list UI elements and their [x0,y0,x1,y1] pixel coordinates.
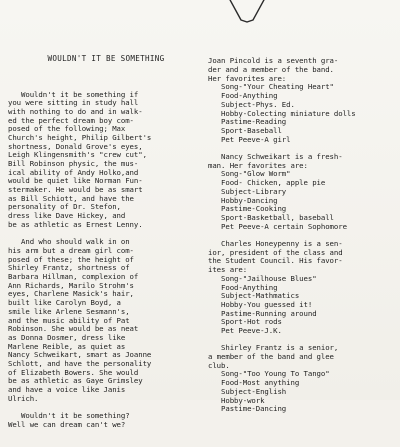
text-line: posed of these; the height of [8,254,134,264]
student-profiles [208,57,398,414]
text-line: Nancy Schweikart, smart as Joanne [8,350,152,360]
text-line: eyes, Charlene Masick's hair, [8,289,134,299]
text-line: Her favorites are: [208,73,287,83]
text-line: stermaker. He would be as smart [8,185,143,195]
text-line: club. [208,360,230,370]
text-line: Nancy Schweikart is a fresh- [208,152,343,162]
text-line: built like Carolyn Boyd, a [8,298,121,308]
text-line: be as athletic as Gaye Grimsley [8,376,143,386]
text-line: Pet Peeve-A girl [208,134,291,144]
text-line: Charles Honeypenny is a sen- [208,239,343,249]
text-line: Hobby-Dancing [208,195,278,205]
text-line: Wouldn't it be something if [8,89,139,99]
text-line: Marlene Reible, as quiet as [8,341,126,351]
paragraph [8,238,198,403]
text-line: Pastime-Dancing [208,404,287,414]
paragraph [8,91,198,230]
text-line: Food-Anything [208,91,278,101]
text-line: Schlott, and have the personality [8,358,152,368]
article-body [8,91,198,430]
text-line: Hobby-work [208,395,265,405]
text-line: Pastime-Reading [208,117,287,127]
text-line: Ann Richards, Marilo Strohm's [8,280,134,290]
text-line: Subject-Library [208,186,287,196]
text-line: Sport-Baseball [208,125,282,135]
text-line: and have a voice like Janis [8,385,126,394]
text-line: be as athletic as Ernest Lenny. [8,219,143,229]
text-line: you were sitting in study hall [8,98,139,108]
paragraph [208,153,398,231]
text-line: posed of the following; Max [8,124,126,134]
text-line: Pastime-Cooking [208,204,287,214]
text-line: Subject-English [208,386,287,396]
text-line: Song-"Glow Worm" [208,169,291,179]
left-column [8,38,198,447]
text-line: Barbara Hillman, complexion of [8,272,139,282]
text-line: Wouldn't it be something? [8,411,130,421]
text-line: a member of the band and glee [208,352,334,362]
hand-drawn-arrow-icon [226,0,268,24]
text-line: Church's height, Philip Gilbert's [8,132,152,142]
text-line: ed the perfect dream boy com- [8,115,134,125]
text-line: der and a member of the band. [208,65,334,75]
text-line: with nothing to do and in walk- [8,106,143,116]
text-line: Subject-Phys. Ed. [208,99,295,109]
text-line: dress like Dave Hickey, and [8,211,126,221]
text-line: Shirley Frantz, shortness of [8,263,130,273]
text-line: Song-"Too Young To Tango" [208,369,330,379]
text-line: Well we can dream can't we? [8,419,126,429]
text-line: Song-"Jailhouse Blues" [208,273,317,283]
text-line: Hobby-Colecting miniature dolls [208,108,356,118]
paragraph [208,240,398,336]
text-line: ior, president of the class and [208,247,343,257]
text-line: And who should walk in on [8,237,130,247]
text-line: Pastime-Running around [208,308,317,318]
text-line: Shirley Frantz is a senior, [208,343,339,353]
text-line: Food-Anything [208,282,278,292]
text-line: Joan Pincold is a seventh gra- [208,56,339,66]
text-line: would be quiet like Norman Fun- [8,176,143,186]
text-line: ites are: [208,265,248,275]
paragraph [208,344,398,414]
text-line: Subject-Mathmatics [208,291,300,301]
text-line: Robinson. She would be as neat [8,324,139,334]
text-line: Sport-Basketball, baseball [208,212,334,222]
text-line: Food- Chicken, apple pie [208,178,326,188]
text-line: Leigh Klingensmith's "crew cut", [8,150,147,160]
text-line: Pet Peeve-A certain Sophomore [208,221,347,231]
text-line: as Bill Schiott, and have the [8,193,134,203]
text-line: ical ability of Andy Holko,and [8,167,139,177]
text-line: Bill Robinson physic, the mus- [8,159,139,169]
text-line: as Donna Dosmer, dress like [8,332,126,342]
text-line: personality of Dr. Stefon, [8,202,121,212]
right-column [208,40,398,431]
text-line: man. Her favorites are: [208,160,308,170]
text-line: of Elizabeth Bowers. She would [8,367,139,377]
text-line: Food-Most anything [208,378,300,388]
article-title: WOULDN'T IT BE SOMETHING [47,54,165,64]
text-line: Ulrich. [8,393,39,403]
text-line: the Student Council. His favor- [208,256,343,266]
text-line: shortness, Donald Grove's eyes, [8,141,143,151]
text-line: and the music ability of Pat [8,315,130,325]
text-line: Hobby-You guessed it! [208,299,313,309]
text-line: smile like Arlene Sesmann's, [8,306,130,316]
paragraph [208,57,398,144]
text-line: his arm but a dream girl com- [8,246,134,255]
text-line: Song-"Your Cheating Heart" [208,82,334,92]
text-line: Sport-Hot rods [208,317,282,327]
paragraph [8,412,198,429]
text-line: Pet Peeve-J.K. [208,325,282,335]
